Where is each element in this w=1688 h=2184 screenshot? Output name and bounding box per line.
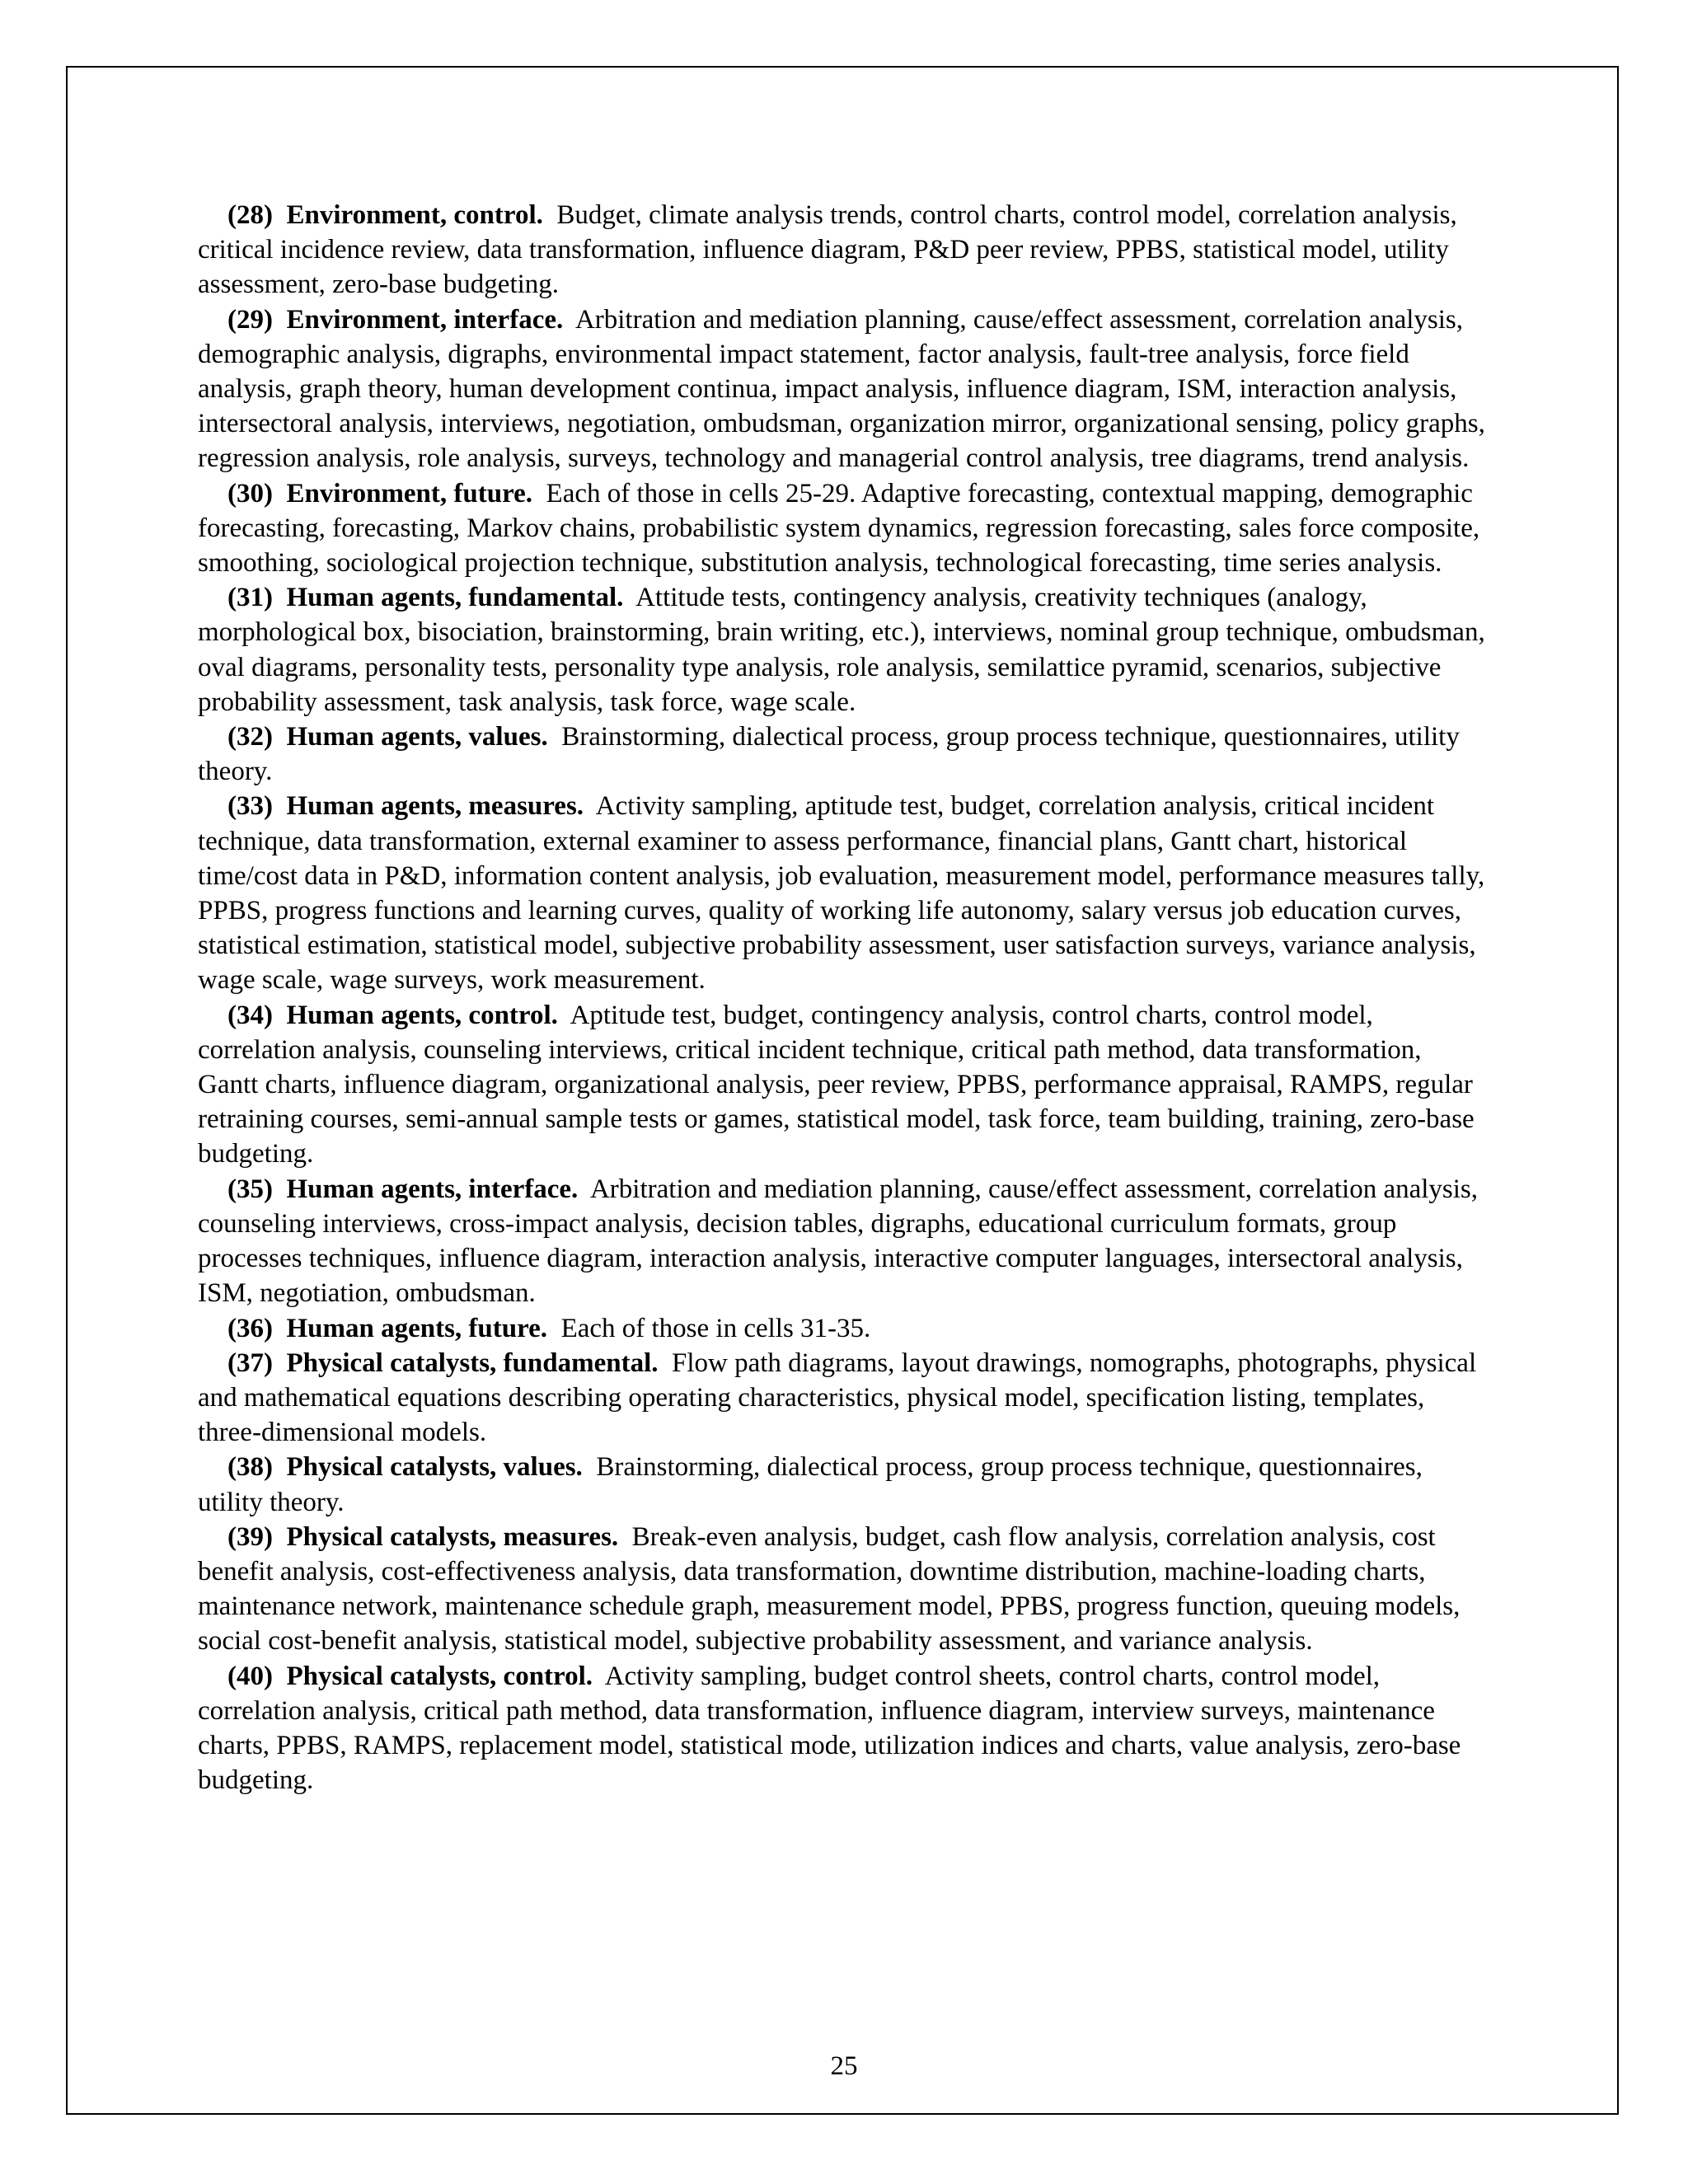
entry-number: (40) bbox=[227, 1661, 273, 1691]
entry-30 bbox=[198, 476, 1488, 581]
entry-text: Activity sampling, aptitude test, budget, correlation analysis, critical incident technique, data transformation, external examiner to assess performance, financial plans, Gantt chart, historical time/cost data in P&D, information content analysis, job evaluation, measurement model, performance measures tally, PPBS, progress functions and learning curves, quality of working life autonomy, salary versus job education curves, statistical estimation, statistical model, subjective probability assessment, user satisfaction surveys, variance analysis, wage scale, wage surveys, work measurement. bbox=[198, 791, 1485, 996]
entry-text: Aptitude test, budget, contingency analysis, control charts, control model, correlation analysis, counseling interviews, critical incident technique, critical path method, data transformation, Gantt charts, influence diagram, organizational analysis, peer review, PPBS, performance appraisal, RAMPS, regular retraining courses, semi-annual sample tests or games, statistical model, task force, team building, training, zero-base budgeting. bbox=[198, 1000, 1475, 1169]
entry-heading: Environment, future. bbox=[286, 478, 533, 509]
entry-heading: Environment, interface. bbox=[286, 304, 564, 335]
entry-39 bbox=[198, 1520, 1488, 1659]
entry-heading: Physical catalysts, fundamental. bbox=[286, 1347, 659, 1378]
entry-text: Flow path diagrams, layout drawings, nomographs, photographs, physical and mathematical equations describing operating characteristics, physical model, specification listing, templates, three-dimensional models. bbox=[198, 1347, 1477, 1448]
entry-37 bbox=[198, 1346, 1488, 1451]
entry-text: Arbitration and mediation planning, cause/effect assessment, correlation analysis, counseling interviews, cross-impact analysis, decision tables, digraphs, educational curriculum formats, group processes techniques, influence diagram, interaction analysis, interactive computer languages, intersectoral analysis, ISM, negotiation, ombudsman. bbox=[198, 1174, 1479, 1309]
entry-number: (36) bbox=[227, 1313, 273, 1343]
entry-heading: Human agents, fundamental. bbox=[286, 583, 624, 613]
entry-text: Each of those in cells 25-29. Adaptive forecasting, contextual mapping, demographic forecasting, forecasting, Markov chains, probabilistic system dynamics, regression forecasting, sales force composite, smoothing, sociological projection technique, substitution analysis, technological forecasting, time series analysis. bbox=[198, 478, 1480, 579]
entry-heading: Human agents, measures. bbox=[286, 791, 584, 822]
entry-heading: Human agents, future. bbox=[286, 1313, 548, 1343]
entry-35 bbox=[198, 1172, 1488, 1311]
entry-text: Arbitration and mediation planning, cause/effect assessment, correlation analysis, demographic analysis, digraphs, environmental impact statement, factor analysis, fault-tree analysis, force field analysis, graph theory, human development continua, impact analysis, influence diagram, ISM, interaction analysis, intersectoral analysis, interviews, negotiation, ombudsman, organization mirror, organizational sensing, policy graphs, regression analysis, role analysis, surveys, technology and managerial control analysis, tree diagrams, trend analysis. bbox=[198, 304, 1485, 474]
entry-number: (28) bbox=[227, 200, 273, 230]
entry-heading: Physical catalysts, values. bbox=[286, 1452, 583, 1483]
entry-31 bbox=[198, 580, 1488, 719]
entry-29 bbox=[198, 302, 1488, 476]
entry-heading: Physical catalysts, control. bbox=[286, 1661, 593, 1691]
entry-number: (34) bbox=[227, 1000, 273, 1030]
entry-number: (29) bbox=[227, 304, 273, 335]
entry-33 bbox=[198, 789, 1488, 997]
entry-32 bbox=[198, 719, 1488, 789]
entry-heading: Human agents, control. bbox=[286, 1000, 558, 1030]
entry-28 bbox=[198, 198, 1488, 302]
entry-number: (39) bbox=[227, 1521, 273, 1552]
entry-text: Break-even analysis, budget, cash flow analysis, correlation analysis, cost benefit analysis, cost-effectiveness analysis, data transformation, downtime distribution, machine-loading charts, maintenance network, maintenance schedule graph, measurement model, PPBS, progress function, queuing models, social cost-benefit analysis, statistical model, subjective probability assessment, and variance analysis. bbox=[198, 1521, 1461, 1657]
entry-heading: Environment, control. bbox=[286, 200, 543, 230]
entry-heading: Human agents, interface. bbox=[286, 1174, 579, 1204]
entry-40 bbox=[198, 1659, 1488, 1798]
entry-heading: Physical catalysts, measures. bbox=[286, 1521, 619, 1552]
entry-38 bbox=[198, 1450, 1488, 1519]
entry-number: (30) bbox=[227, 478, 273, 509]
entry-number: (35) bbox=[227, 1174, 273, 1204]
entry-number: (31) bbox=[227, 583, 273, 613]
entry-text: Each of those in cells 31-35. bbox=[560, 1313, 871, 1343]
entry-text: Attitude tests, contingency analysis, creativity techniques (analogy, morphological box, bisociation, brainstorming, brain writing, etc.), interviews, nominal group technique, ombudsman, oval diagrams, personality tests, personality type analysis, role analysis, semilattice pyramid, scenarios, subjective probability assessment, task analysis, task force, wage scale. bbox=[198, 583, 1485, 717]
page-body bbox=[198, 198, 1488, 1797]
entry-text: Brainstorming, dialectical process, group process technique, questionnaires, utility theory. bbox=[198, 1452, 1423, 1517]
entry-number: (38) bbox=[227, 1452, 273, 1483]
entry-number: (32) bbox=[227, 722, 273, 752]
entry-text: Brainstorming, dialectical process, group process technique, questionnaires, utility theory. bbox=[198, 722, 1460, 787]
entry-number: (37) bbox=[227, 1347, 273, 1378]
entry-number: (33) bbox=[227, 791, 273, 822]
entry-text: Budget, climate analysis trends, control charts, control model, correlation analysis, critical incidence review, data transformation, influence diagram, P&D peer review, PPBS, statistical model, utility assessment, zero-base budgeting. bbox=[198, 200, 1457, 300]
entry-34 bbox=[198, 998, 1488, 1172]
entry-text: Activity sampling, budget control sheets, control charts, control model, correlation analysis, critical path method, data transformation, influence diagram, interview surveys, maintenance charts, PPBS, RAMPS, replacement model, statistical mode, utilization indices and charts, value analysis, zero-base budgeting. bbox=[198, 1661, 1461, 1796]
entry-heading: Human agents, values. bbox=[286, 722, 548, 752]
page-number: 25 bbox=[830, 2051, 858, 2081]
entry-36 bbox=[198, 1311, 1488, 1346]
